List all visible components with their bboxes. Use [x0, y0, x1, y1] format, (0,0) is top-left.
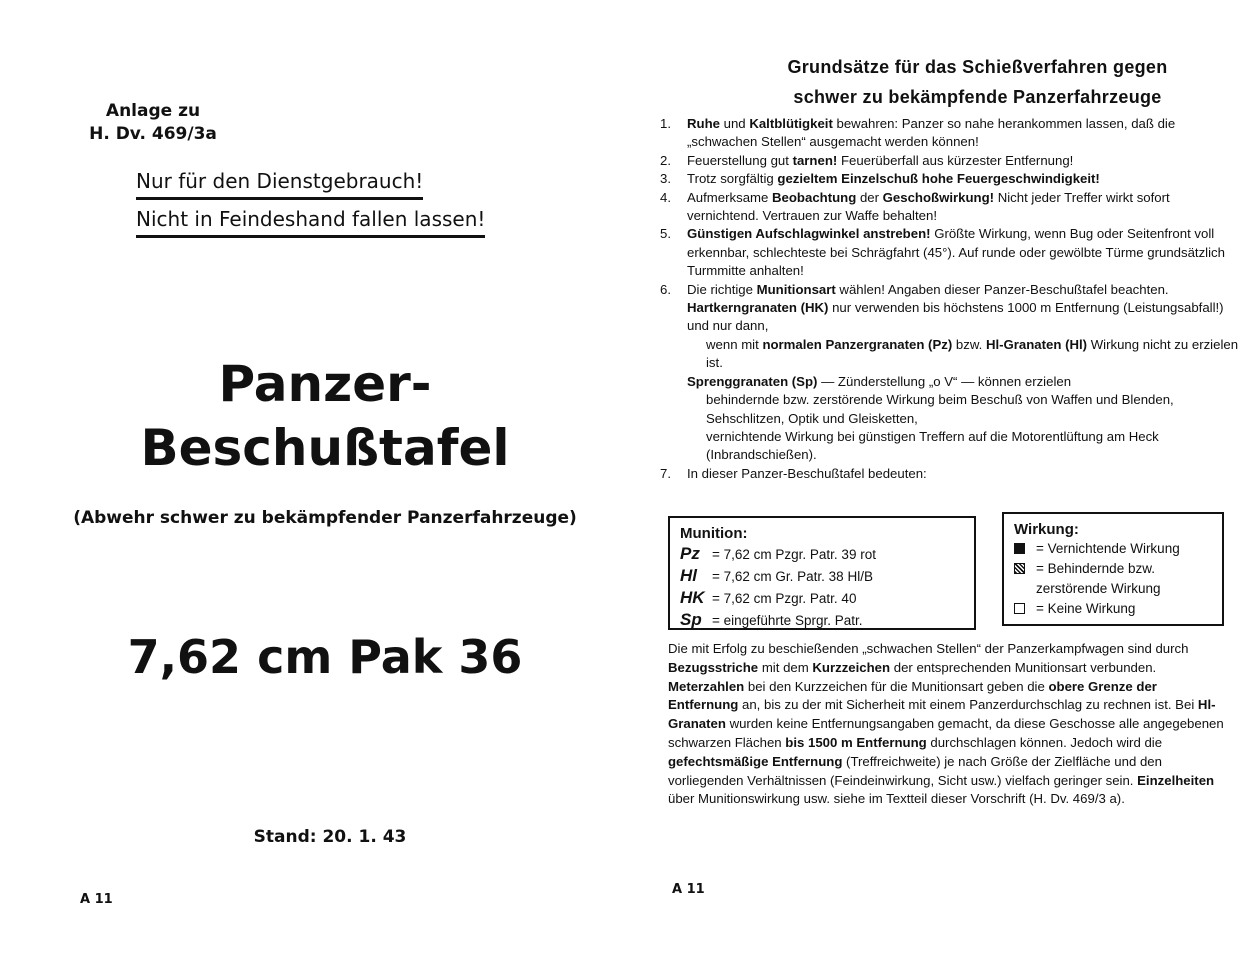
list-item [660, 170, 1240, 188]
empty-square-icon [1014, 603, 1025, 614]
item-emphasis: Sprenggranaten (Sp) [687, 373, 818, 389]
para-text: an, bis zu der mit Sicherheit mit einem Panzerdurchschlag zu rechnen ist. Bei [738, 697, 1198, 713]
item-number: 6. [660, 281, 671, 297]
page-number-right: A 11 [672, 882, 705, 897]
list-item [660, 225, 1240, 280]
item-number: 1. [660, 116, 671, 131]
item-text: Größte Wirkung, wenn Bug oder Seitenfront voll erkennbar, schlechteste bei Schrägfahrt (45°). Auf runde oder gewölbte Türme grundsätzlich Turmmitte anhalten! [687, 226, 1225, 279]
munition-row [680, 543, 964, 565]
para-emphasis: obere Grenze der Entfernung [668, 678, 1157, 713]
annex-line-1: Anlage zu [105, 101, 201, 121]
effect-row [1014, 599, 1212, 619]
effect-row [1014, 539, 1212, 559]
para-emphasis: Kurzzeichen [812, 659, 891, 675]
item-text: Wirkung nicht zu erzielen ist. [706, 336, 1239, 371]
solid-square-icon [1014, 543, 1025, 554]
document-title [0, 352, 650, 480]
effect-legend-title: Wirkung: [1014, 521, 1079, 538]
item-text: bzw. [952, 336, 986, 352]
item-emphasis: normalen Panzergranaten (Pz) [762, 336, 953, 352]
restriction-notice [136, 168, 485, 238]
right-page [640, 0, 1258, 975]
item-emphasis: Kaltblütigkeit [749, 116, 833, 131]
annex-line-2: H. Dv. 469/3a [89, 124, 217, 144]
para-emphasis: Einzelheiten [1137, 772, 1215, 788]
munition-abbr: HK [680, 588, 705, 607]
title-line-1: Panzer- [218, 355, 432, 413]
effect-desc: = Keine Wirkung [1036, 601, 1136, 616]
effect-row [1014, 559, 1212, 599]
list-item [660, 189, 1240, 226]
munition-row [680, 565, 964, 587]
item-text: Feuerüberfall aus kürzester Entfernung! [837, 152, 1074, 168]
item-emphasis: Geschoßwirkung! [882, 189, 995, 205]
annex-reference [68, 100, 238, 146]
munition-abbr: Sp [680, 610, 702, 629]
document-subtitle: (Abwehr schwer zu bekämpfender Panzerfahrzeuge) [73, 508, 577, 528]
item-text: Nicht jeder Treffer wirkt sofort vernichtend. Vertrauen zur Waffe behalten! [687, 189, 1170, 224]
item-text: In dieser Panzer-Beschußtafel bedeuten: [687, 465, 927, 481]
effect-desc: = Vernichtende Wirkung [1036, 541, 1180, 556]
heading-line-1: Grundsätze für das Schießverfahren gegen [787, 57, 1168, 77]
para-text: durchschlagen können. Jedoch wird die [926, 734, 1163, 750]
para-text: über Munitionswirkung usw. siehe im Textteil dieser Vorschrift (H. Dv. 469/3 a). [668, 791, 1125, 807]
munition-desc: = 7,62 cm Pzgr. Patr. 39 rot [712, 547, 876, 562]
item-number: 4. [660, 189, 671, 205]
list-item [660, 465, 1240, 483]
list-item [660, 115, 1240, 152]
item-subline: vernichtende Wirkung bei günstigen Treffern auf die Motorentlüftung am Heck (Inbrandschießen). [706, 428, 1159, 463]
item-text: Die richtige [687, 281, 757, 297]
explanation-paragraph [668, 640, 1228, 809]
weapon-designation: 7,62 cm Pak 36 [127, 630, 523, 684]
principles-heading [640, 52, 1258, 112]
munition-abbr: Pz [680, 544, 700, 563]
item-text: Feuerstellung gut [687, 152, 793, 168]
item-emphasis: Beobachtung [772, 189, 857, 205]
item-emphasis: Hl-Granaten (Hl) [985, 336, 1088, 352]
item-emphasis: Günstigen Aufschlagwinkel anstreben! [687, 226, 931, 242]
munition-row [680, 587, 964, 609]
para-emphasis: Bezugsstriche [668, 659, 759, 675]
item-emphasis: Hartkerngranaten (HK) [687, 300, 829, 316]
list-item [660, 152, 1240, 170]
item-emphasis: Munitionsart [756, 281, 836, 297]
item-text: Aufmerksame [687, 189, 773, 205]
item-text: und [719, 116, 750, 131]
para-emphasis: gefechtsmäßige Entfernung [668, 753, 843, 769]
list-item [660, 281, 1240, 465]
restriction-line-2: Nicht in Feindeshand fallen lassen! [136, 206, 485, 238]
para-emphasis: Meterzahlen [668, 678, 745, 694]
item-emphasis: gezieltem Einzelschuß hohe Feuergeschwindigkeit! [777, 171, 1100, 187]
para-text: der entsprechenden Munitionsart verbunden. [890, 659, 1157, 675]
item-text: wählen! Angaben dieser Panzer-Beschußtafel beachten. [835, 281, 1169, 297]
item-emphasis: tarnen! [792, 152, 838, 168]
munition-legend-title: Munition: [680, 525, 748, 542]
item-subline: behindernde bzw. zerstörende Wirkung beim Beschuß von Waffen und Blenden, Sehschlitzen, Optik und Gleisketten, [706, 392, 1174, 426]
para-text: (Treffreichweite) je nach Größe der Zielfläche und den vorliegenden Verhältnissen (Feindeinwirkung, Sicht usw.) vielfach geringer sein. [668, 753, 1162, 788]
issue-date: Stand: 20. 1. 43 [253, 827, 407, 847]
para-text: bei den Kurzzeichen für die Munitionsart geben die [744, 678, 1049, 694]
principles-list [660, 115, 1240, 483]
para-text: wurden keine Entfernungsangaben gemacht, da diese Geschosse alle angegebenen schwarzen Flächen [668, 716, 1224, 750]
item-number: 7. [660, 465, 671, 481]
item-text: nur verwenden bis höchstens 1000 m Entfernung (Leistungsabfall!) und nur dann, [687, 300, 1224, 334]
para-text: mit dem [758, 659, 813, 675]
item-number: 5. [660, 226, 671, 242]
page-number-left: A 11 [80, 892, 113, 907]
para-emphasis: Hl-Granaten [668, 697, 1216, 732]
effect-desc: = Behindernde bzw. zerstörende Wirkung [1036, 561, 1161, 596]
para-text: Die mit Erfolg zu beschießenden „schwachen Stellen“ der Panzerkampfwagen sind durch [668, 641, 1189, 656]
item-emphasis: Ruhe [687, 116, 720, 131]
hatched-square-icon [1014, 563, 1025, 574]
munition-legend-box [668, 516, 976, 630]
heading-line-2: schwer zu bekämpfende Panzerfahrzeuge [793, 87, 1162, 107]
item-text: wenn mit [706, 336, 763, 352]
title-line-2: Beschußtafel [140, 419, 510, 477]
para-emphasis: bis 1500 m Entfernung [785, 734, 927, 750]
munition-desc: = eingeführte Sprgr. Patr. [712, 613, 863, 628]
effect-legend-box [1002, 512, 1224, 626]
munition-desc: = 7,62 cm Pzgr. Patr. 40 [712, 591, 857, 606]
item-subline [687, 336, 1240, 373]
item-subline [687, 373, 1240, 391]
restriction-line-1: Nur für den Dienstgebrauch! [136, 168, 423, 200]
item-text: Trotz sorgfältig [687, 171, 778, 187]
munition-abbr: Hl [680, 566, 697, 585]
item-text: der [856, 189, 883, 205]
item-number: 3. [660, 171, 671, 187]
item-number: 2. [660, 152, 671, 168]
item-text: bewahren: Panzer so nahe herankommen lassen, daß die „schwachen Stellen“ ausgemacht werden können! [687, 116, 1176, 150]
munition-row [680, 609, 964, 631]
munition-desc: = 7,62 cm Gr. Patr. 38 Hl/B [712, 569, 873, 584]
item-text: — Zünderstellung „o V“ — können erzielen [817, 373, 1072, 389]
